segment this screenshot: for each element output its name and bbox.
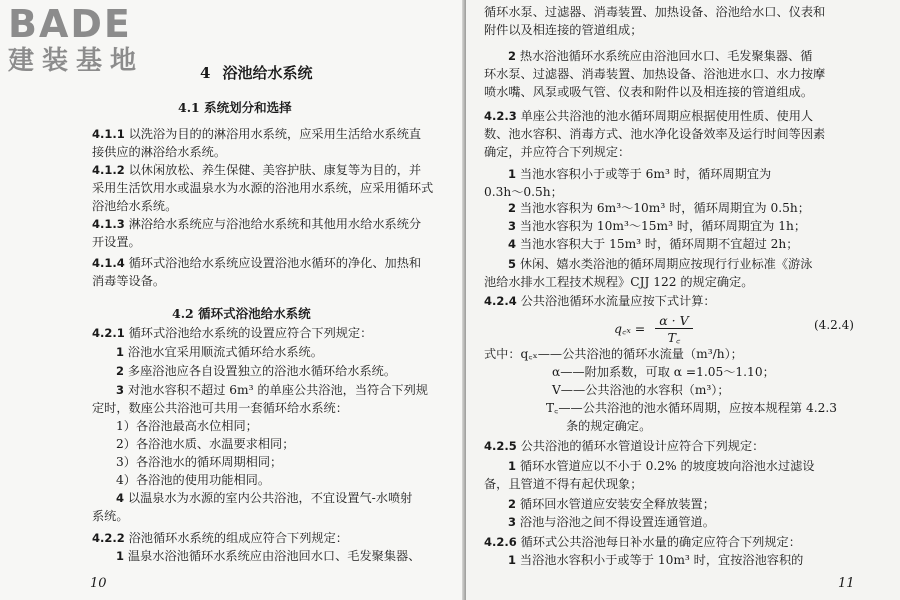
line-text: 数、池水容积、消毒方式、池水净化设备效率及运行时间等因素 [484,127,826,141]
line-text: 1）各浴池最高水位相同； [116,419,258,433]
clause-number: 2 [508,49,517,63]
text-line [508,166,771,182]
clause-number: 4.1.2 [92,163,125,177]
right-page [466,0,900,600]
clause-number: 3 [508,515,517,529]
line-text: 公共浴池循环水流量应按下式计算： [516,294,716,308]
line-text: α——附加系数，可取 α =1.05～1.10； [552,365,775,379]
line-text: 循环水泵、过滤器、消毒装置、加热设备、浴池给水口、仪表和 [484,5,826,19]
text-line [484,126,825,142]
clause-number: 4.2.2 [92,531,125,545]
text-line [92,126,421,142]
clause-number: 1 [508,167,517,181]
line-text: 当浴池水容积小于或等于 10m³ 时，宜按浴池容积的 [516,553,804,567]
line-text: 淋浴给水系统应与浴池给水系统和其他用水给水系统分 [124,217,422,231]
line-text: 热水浴池循环水系统应由浴池回水口、毛发聚集器、循 [516,49,813,63]
text-line [546,400,837,416]
text-line [92,325,372,341]
clause-number: 4.1.4 [92,256,125,270]
line-text: 0.3h～0.5h； [484,185,563,199]
text-line [508,256,812,272]
text-line [92,216,421,232]
line-text: 当池水容积小于或等于 6m³ 时，循环周期宜为 [516,167,772,181]
line-text: 定时，数座公共浴池可共用一套循环给水系统： [92,401,348,415]
line-text: 循环回水管道应安装安全释放装置； [516,497,715,511]
line-text: V——公共浴池的水容积（m³）； [552,383,730,397]
text-line [92,198,177,214]
text-line [92,180,433,196]
text-line [484,476,642,492]
clause-number: 3 [116,383,125,397]
line-text: 当池水容积为 6m³～10m³ 时，循环周期宜为 0.5h； [516,201,810,215]
text-line [552,364,775,380]
text-line [508,200,810,216]
text-line [508,236,798,252]
clause-number: 4.2.1 [92,326,125,340]
clause-number: 4.2.6 [484,535,517,549]
line-text: 环水泵、过滤器、消毒装置、加热设备、浴池进水口、水力按摩 [484,67,826,81]
line-text: T꜀——公共浴池的池水循环周期，应按本规程第 4.2.3 [546,401,837,415]
text-line [484,108,813,124]
text-line [508,48,812,64]
text-line [92,508,129,524]
clause-number: 1 [116,549,125,563]
formula-lhs: q꜀ₓ = [614,321,646,336]
line-text: 采用生活饮用水或温泉水为水源的浴池用水系统，应采用循环式 [92,181,434,195]
line-text: 4）各浴池的使用功能相同。 [116,473,271,487]
clause-number: 1 [508,553,517,567]
text-line [484,274,753,290]
text-line [566,418,651,434]
text-line [484,346,743,362]
text-line [116,382,428,398]
clause-number: 4 [116,491,125,505]
line-text: 3）各浴池水的循环周期相同； [116,455,283,469]
text-line [508,218,806,234]
line-text: 以洗浴为目的的淋浴用水系统，应采用生活给水系统直 [124,127,422,141]
bade-logo [8,4,178,76]
line-text: 以温泉水为水源的室内公共浴池，不宜设置气-水喷射 [124,491,413,505]
line-text: 开设置。 [92,235,141,249]
formula-denominator: T꜀ [667,330,681,345]
text-line [484,438,764,454]
line-text: 确定，并应符合下列规定： [484,145,631,159]
chapter-title-text: 浴池给水系统 [222,64,313,82]
clause-number: 1 [508,459,517,473]
line-text: 循环式浴池给水系统的设置应符合下列规定： [124,326,373,340]
line-text: 附件以及相连接的管道组成； [484,23,643,37]
line-text: 接供应的淋浴给水系统。 [92,145,227,159]
logo-brand: BADE [8,2,132,46]
line-text: 消毒等设备。 [92,274,166,288]
line-text: 循环式浴池给水系统应设置浴池水循环的净化、加热和 [124,256,422,270]
text-line [484,84,813,100]
text-line [116,490,412,506]
clause-number: 4.1.3 [92,217,125,231]
text-line [484,22,642,38]
clause-number: 5 [508,257,517,271]
line-text: 条的规定确定。 [566,419,652,433]
page-number-left: 10 [90,576,107,591]
text-line [484,144,630,160]
text-line [92,400,348,416]
line-text: 以休闲放松、养生保健、美容护肤、康复等为目的，并 [124,163,422,177]
text-line [484,184,563,200]
text-line [484,4,825,20]
line-text: 当池水容积为 10m³～15m³ 时，循环周期宜为 1h； [516,219,807,233]
text-line [484,293,716,309]
line-text: 休闲、嬉水类浴池的循环周期应按现行行业标准《游泳 [516,257,813,271]
line-text: 温泉水浴池循环水系统应由浴池回水口、毛发聚集器、 [124,549,421,563]
chapter-number: 4 [200,64,211,82]
line-text: 单座公共浴池的池水循环周期应根据使用性质、使用人 [516,109,814,123]
line-text: 浴池给水系统。 [92,199,178,213]
text-line [508,514,715,530]
formula-number: (4.2.4) [814,318,854,332]
line-text: 备，且管道不得有起伏现象； [484,477,643,491]
text-line [92,273,165,289]
text-line [508,496,715,512]
text-line [116,548,420,564]
line-text: 当池水容积大于 15m³ 时，循环周期不宜超过 2h； [516,237,799,251]
clause-number: 4.2.3 [484,109,517,123]
line-text: 2）各浴池水质、水温要求相同； [116,437,295,451]
clause-number: 2 [116,364,125,378]
clause-number: 2 [508,201,517,215]
line-text: 浴池与浴池之间不得设置连通管道。 [516,515,715,529]
line-text: 循环水管道应以不小于 0.2% 的坡度坡向浴池水过滤设 [516,459,815,473]
text-line [92,530,348,546]
page-number-right: 11 [838,576,855,591]
section-4-1-title: 4.1 系统划分和选择 [178,100,292,115]
line-text: 浴池循环水系统的组成应符合下列规定： [124,531,348,545]
text-line [116,418,258,434]
text-line [508,552,803,568]
text-line [116,454,282,470]
line-text: 公共浴池的循环水管道设计应符合下列规定： [516,439,765,453]
text-line [92,144,226,160]
text-line [484,534,801,550]
clause-number: 4 [508,237,517,251]
line-text: 系统。 [92,509,129,523]
text-line [508,458,815,474]
text-line [92,234,141,250]
text-line [116,436,294,452]
line-text: 多座浴池应各自设置独立的浴池水循环给水系统。 [124,364,397,378]
line-text: 循环式公共浴池每日补水量的确定应符合下列规定： [516,535,801,549]
line-text: 浴池水宜采用顺流式循环给水系统。 [124,345,323,359]
section-4-2-title: 4.2 循环式浴池给水系统 [172,306,311,321]
clause-number: 3 [508,219,517,233]
clause-number: 1 [116,345,125,359]
text-line [92,162,421,178]
text-line [484,66,825,82]
formula-numerator: α · V [655,313,692,329]
formula-4-2-4 [614,313,693,346]
text-line [116,472,270,488]
line-text: 式中：q꜀ₓ——公共浴池的循环水流量（m³/h）； [484,347,743,361]
text-line [116,344,323,360]
logo-subtitle: 建装基地 [8,46,145,76]
clause-number: 4.1.1 [92,127,125,141]
chapter-title [200,62,312,83]
text-line [116,363,396,379]
clause-number: 4.2.5 [484,439,517,453]
clause-number: 4.2.4 [484,294,517,308]
line-text: 喷水嘴、风泵或吸气管、仪表和附件以及相连接的管道组成。 [484,85,814,99]
text-line [552,382,730,398]
clause-number: 2 [508,497,517,511]
line-text: 池给水排水工程技术规程》CJJ 122 的规定确定。 [484,275,754,289]
text-line [92,255,421,271]
line-text: 对池水容积不超过 6m³ 的单座公共浴池，当符合下列规 [124,383,428,397]
